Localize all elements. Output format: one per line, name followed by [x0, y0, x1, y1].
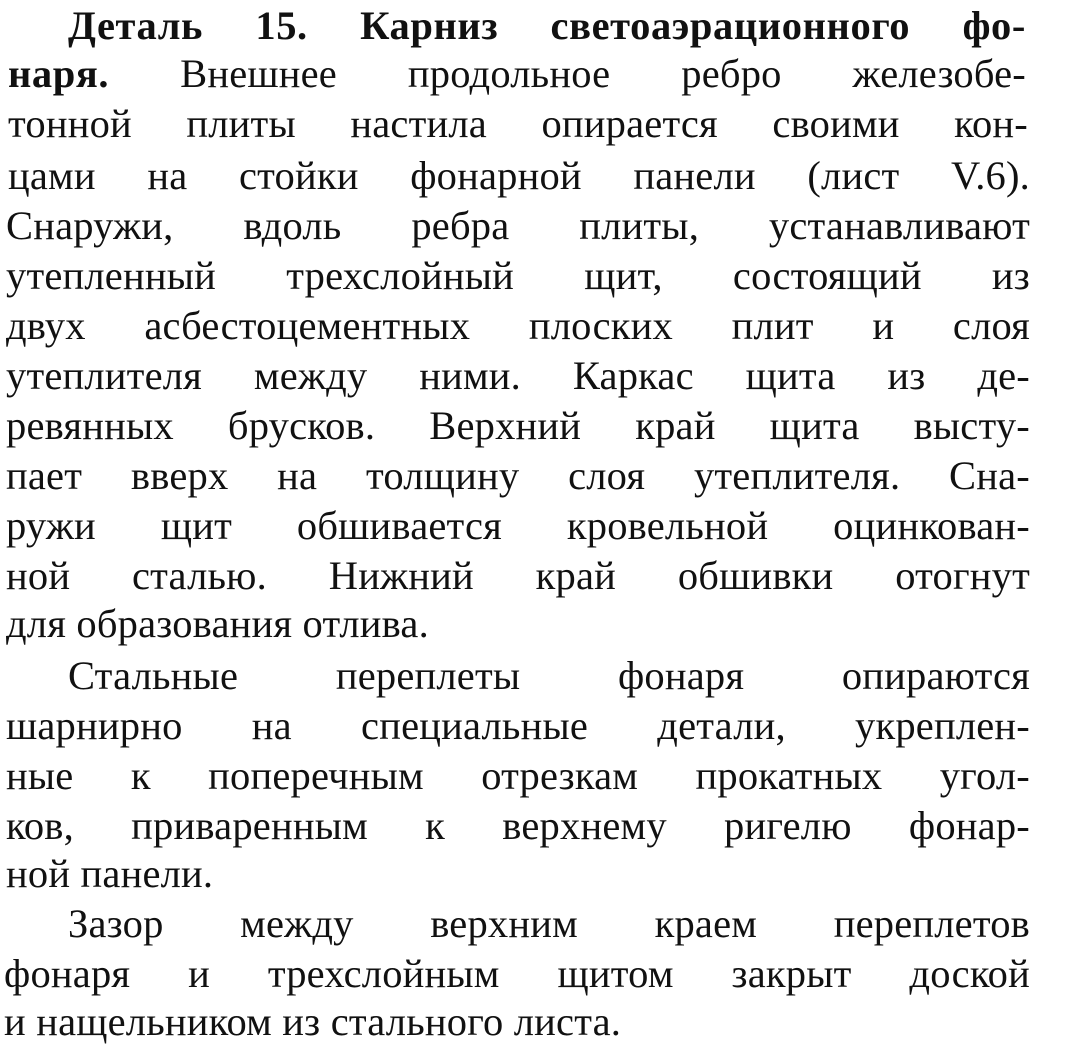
text-line: утеплителя между ними. Каркас щита из де-: [6, 353, 1030, 398]
text-line: ревянных брусков. Верхний край щита высту-: [6, 403, 1030, 448]
text-line: ружи щит обшивается кровельной оцинкован-: [6, 503, 1030, 548]
text-line: фонаря и трехслойным щитом закрыт доской: [4, 951, 1030, 996]
text-line: утепленный трехслойный щит, состоящий из: [6, 253, 1030, 298]
text-line: для образования отлива.: [6, 601, 429, 646]
text-line: цами на стойки фонарной панели (лист V.6).: [8, 153, 1030, 198]
detail-heading: Деталь 15. Карниз светоаэрационного фо-: [68, 3, 1026, 48]
text-line: двух асбестоцементных плоских плит и слоя: [6, 303, 1030, 348]
detail-heading-continuation: наря.: [8, 51, 110, 96]
text-line: шарнирно на специальные детали, укреплен-: [6, 703, 1030, 748]
text-line: Стальные переплеты фонаря опираются: [68, 653, 1030, 698]
text-line: Зазор между верхним краем переплетов: [68, 901, 1030, 946]
text-line: Снаружи, вдоль ребра плиты, устанавливают: [6, 203, 1030, 248]
text-line: ной панели.: [6, 851, 214, 896]
text-line: ной сталью. Нижний край обшивки отогнут: [6, 553, 1030, 598]
paragraph-text: Внешнее продольное ребро железобе-: [180, 51, 1026, 96]
text-line: пает вверх на толщину слоя утеплителя. Сна-: [6, 453, 1030, 498]
text-line: и нащельником из стального листа.: [4, 999, 622, 1044]
text-line: ков, приваренным к верхнему ригелю фонар-: [6, 803, 1030, 848]
text-line: [0, 50, 1026, 98]
text-line: тонной плиты настила опирается своими кон-: [8, 101, 1028, 146]
text-line: ные к поперечным отрезкам прокатных угол-: [6, 753, 1030, 798]
text-line: [0, 2, 1026, 50]
